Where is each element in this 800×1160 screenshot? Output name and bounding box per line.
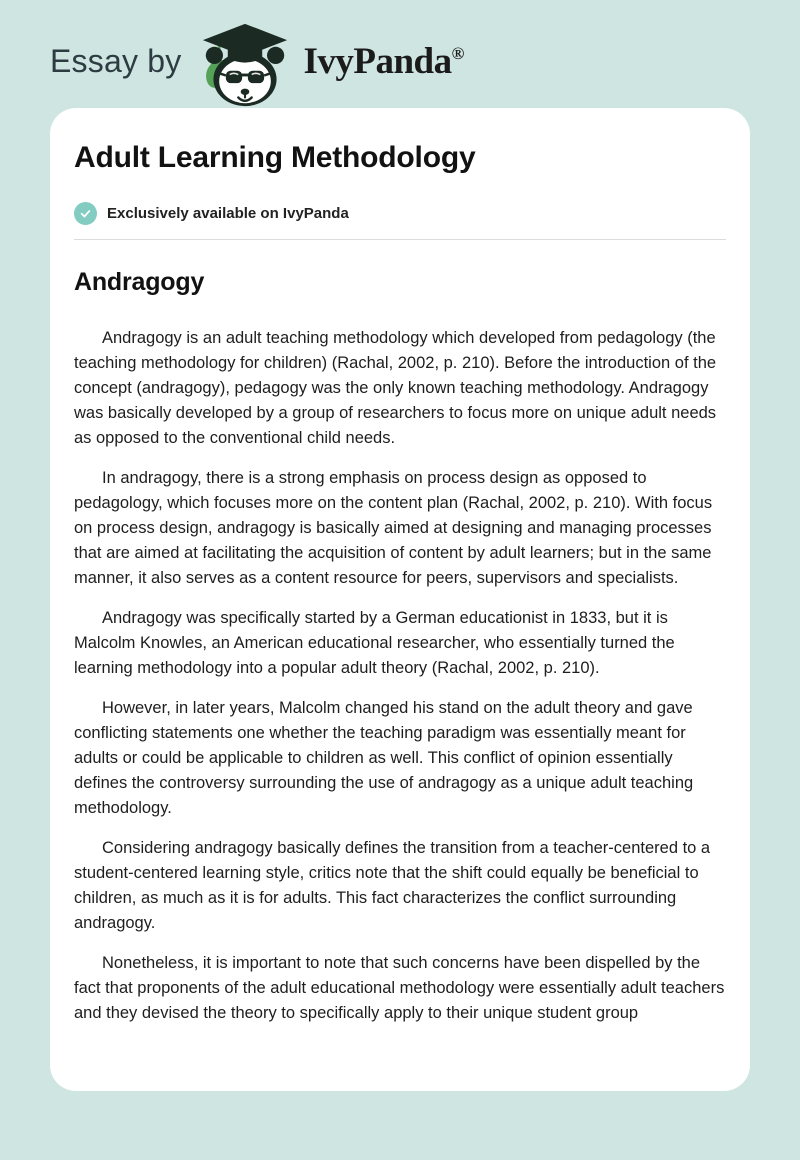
ivypanda-panda-logo-icon — [199, 20, 291, 108]
essay-body — [74, 326, 726, 1026]
brand-name: IvyPanda — [303, 40, 452, 82]
essay-by-label: Essay by — [50, 42, 182, 79]
site-header — [0, 0, 800, 98]
essay-paragraph: In andragogy, there is a strong emphasis on process design as opposed to pedagology, which focuses more on the content plan (Rachal, 2002, p. 210). With focus on process design, andragogy is basically aimed at designing and managing processes that are aimed at facilitating the acquisition of content by adult learners; but in the same manner, it also serves as a content resource for peers, supervisors and specialists. — [74, 469, 713, 587]
page-title: Adult Learning Methodology — [74, 141, 476, 174]
section-heading: Andragogy — [74, 268, 205, 296]
exclusive-badge — [74, 202, 726, 225]
essay-paragraph: Nonetheless, it is important to note that such concerns have been dispelled by the fact that proponents of the adult educational methodology were essentially adult teachers and they devised the theory to specifically apply to their unique student group — [74, 954, 725, 1022]
essay-paragraph: Considering andragogy basically defines the transition from a teacher-centered to a student-centered learning style, critics note that the shift could equally be beneficial to children, as much as it is for adults. This fact characterizes the conflict surrounding andragogy. — [74, 839, 711, 932]
brand-wordmark — [303, 40, 463, 83]
check-icon — [74, 202, 97, 225]
essay-paragraph: However, in later years, Malcolm changed his stand on the adult theory and gave conflicting statements one whether the teaching paradigm was essentially meant for adults or could be applicable to children as well. This conflict of opinion essentially defines the controversy surrounding the use of andragogy as a unique adult teaching methodology. — [74, 699, 694, 817]
essay-card — [50, 108, 750, 1091]
essay-paragraph: Andragogy was specifically started by a German educationist in 1833, but it is Malcolm Knowles, an American educational researcher, who essentially turned the learning methodology into a popular adult theory (Rachal, 2002, p. 210). — [74, 609, 675, 677]
divider — [74, 239, 726, 240]
essay-paragraph: Andragogy is an adult teaching methodology which developed from pedagology (the teaching methodology for children) (Rachal, 2002, p. 210). Before the introduction of the concept (andragogy), pedagogy was the only known teaching methodology. Andragogy was basically developed by a group of researchers to focus more on unique adult needs as opposed to the conventional child needs. — [74, 329, 717, 447]
registered-mark: ® — [451, 43, 464, 63]
badge-label: Exclusively available on IvyPanda — [107, 205, 349, 222]
